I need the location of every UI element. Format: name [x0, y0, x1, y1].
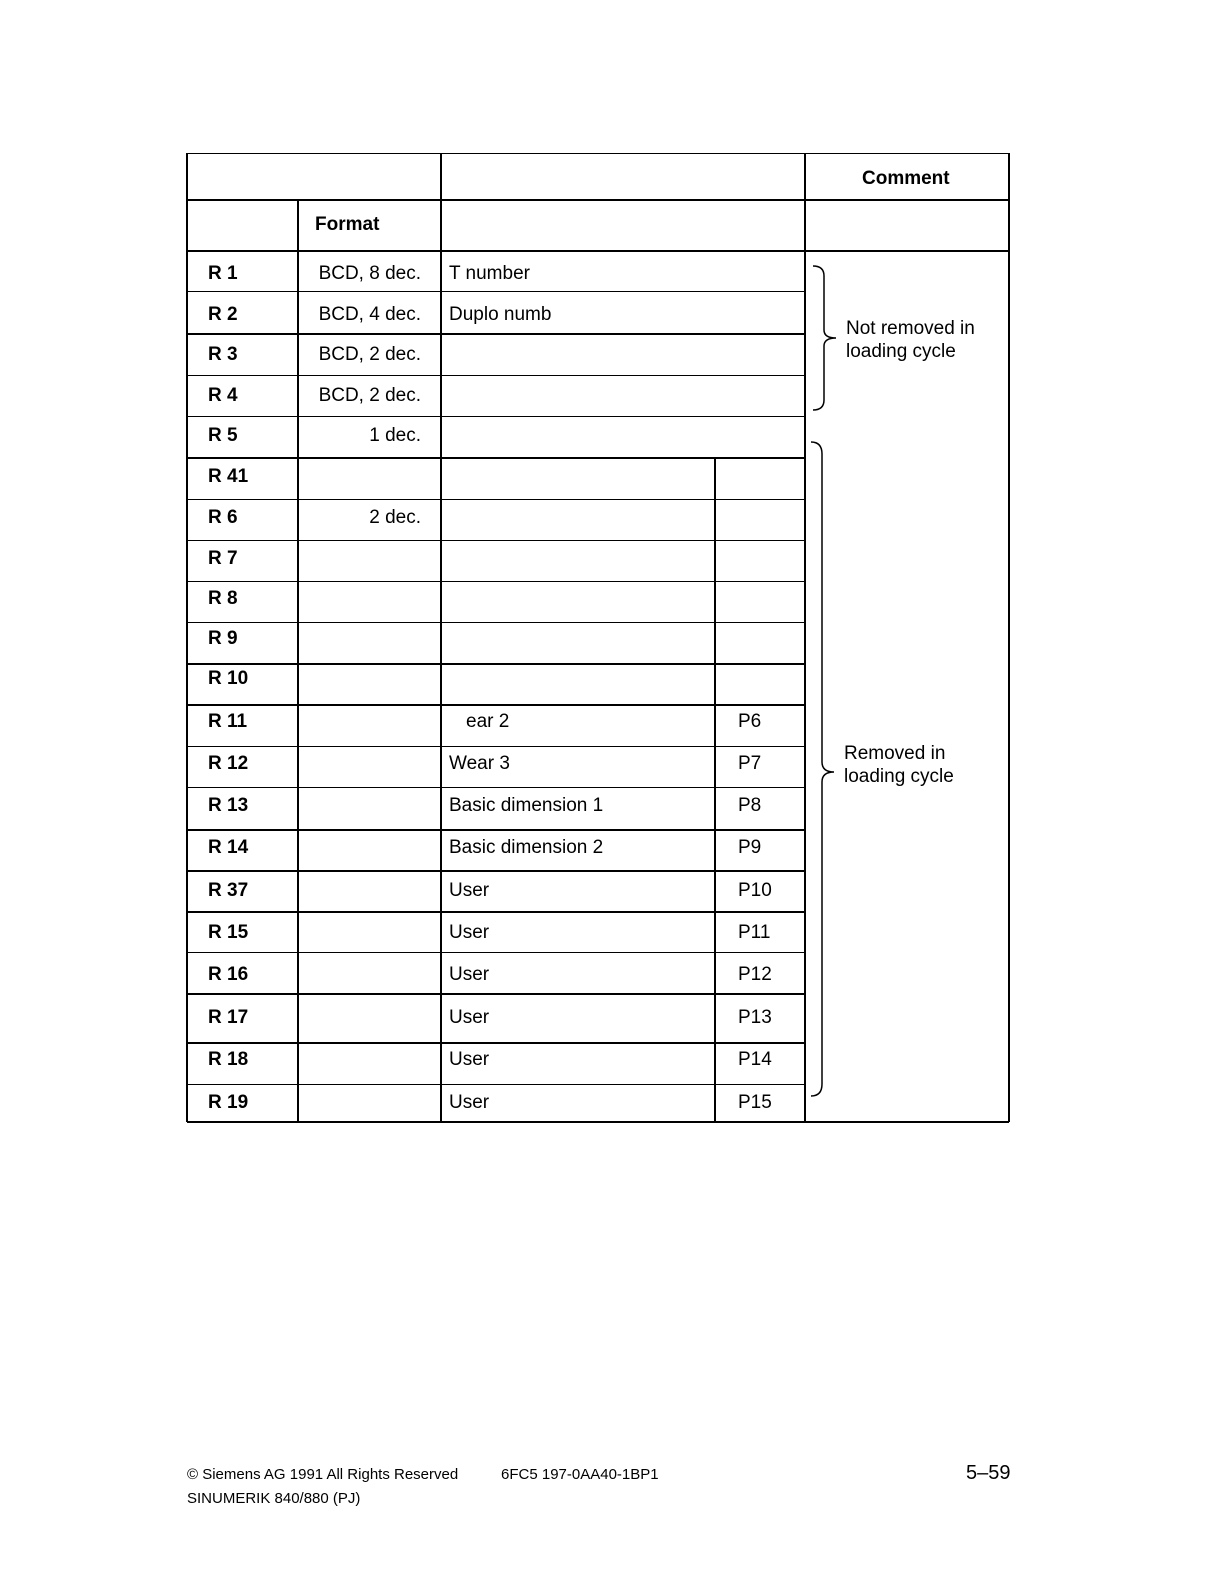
description-cell: User: [449, 880, 490, 901]
comment-removed-line2: loading cycle: [844, 766, 954, 787]
register-cell: R 3: [208, 344, 238, 365]
register-cell: R 16: [208, 964, 249, 985]
register-cell: R 8: [208, 588, 238, 609]
brace-removed: [811, 442, 834, 1096]
format-cell: BCD, 4 dec.: [318, 304, 421, 325]
parameter-cell: P7: [738, 753, 762, 774]
format-cell: BCD, 2 dec.: [318, 385, 421, 406]
register-cell: R 2: [208, 304, 238, 325]
description-cell: Wear 3: [449, 753, 510, 774]
description-cell: ear 2: [466, 711, 510, 732]
parameter-cell: P6: [738, 711, 762, 732]
comment-not-removed-line2: loading cycle: [846, 341, 956, 362]
register-cell: R 41: [208, 466, 249, 487]
register-cell: R 7: [208, 548, 238, 569]
footer-order-number: 6FC5 197-0AA40-1BP1: [501, 1466, 659, 1483]
description-cell: Basic dimension 2: [449, 837, 604, 858]
footer-copyright: © Siemens AG 1991 All Rights Reserved: [187, 1466, 459, 1483]
register-cell: R 10: [208, 668, 249, 689]
register-cell: R 4: [208, 385, 238, 406]
register-cell: R 1: [208, 263, 238, 284]
description-cell: User: [449, 964, 490, 985]
format-cell: BCD, 8 dec.: [318, 263, 421, 284]
description-cell: T number: [449, 263, 530, 284]
register-cell: R 13: [208, 795, 249, 816]
brace-not-removed: [813, 266, 836, 410]
description-cell: User: [449, 1049, 490, 1070]
register-cell: R 18: [208, 1049, 249, 1070]
parameter-cell: P12: [738, 964, 772, 985]
comment-not-removed-line1: Not removed in: [846, 318, 975, 339]
format-header: Format: [315, 214, 380, 235]
footer-product: SINUMERIK 840/880 (PJ): [187, 1490, 361, 1507]
register-cell: R 11: [208, 711, 248, 732]
register-cell: R 5: [208, 425, 238, 446]
page-number: 5–59: [966, 1462, 1011, 1484]
register-cell: R 15: [208, 922, 249, 943]
description-cell: User: [449, 1092, 490, 1113]
parameter-cell: P14: [738, 1049, 772, 1070]
register-cell: R 17: [208, 1007, 249, 1028]
description-cell: Duplo numb: [449, 304, 552, 325]
comment-removed-line1: Removed in: [844, 743, 946, 764]
register-cell: R 12: [208, 753, 249, 774]
parameter-cell: P8: [738, 795, 762, 816]
comment-header: Comment: [862, 168, 950, 189]
register-cell: R 9: [208, 628, 238, 649]
parameter-cell: P13: [738, 1007, 772, 1028]
format-cell: 1 dec.: [369, 425, 421, 446]
description-cell: User: [449, 1007, 490, 1028]
parameter-cell: P11: [738, 922, 771, 943]
format-cell: BCD, 2 dec.: [318, 344, 421, 365]
description-cell: User: [449, 922, 490, 943]
format-cell: 2 dec.: [369, 507, 421, 528]
register-cell: R 19: [208, 1092, 249, 1113]
register-cell: R 37: [208, 880, 249, 901]
register-cell: R 14: [208, 837, 249, 858]
register-cell: R 6: [208, 507, 238, 528]
description-cell: Basic dimension 1: [449, 795, 604, 816]
parameter-cell: P10: [738, 880, 772, 901]
parameter-cell: P9: [738, 837, 762, 858]
parameter-cell: P15: [738, 1092, 772, 1113]
